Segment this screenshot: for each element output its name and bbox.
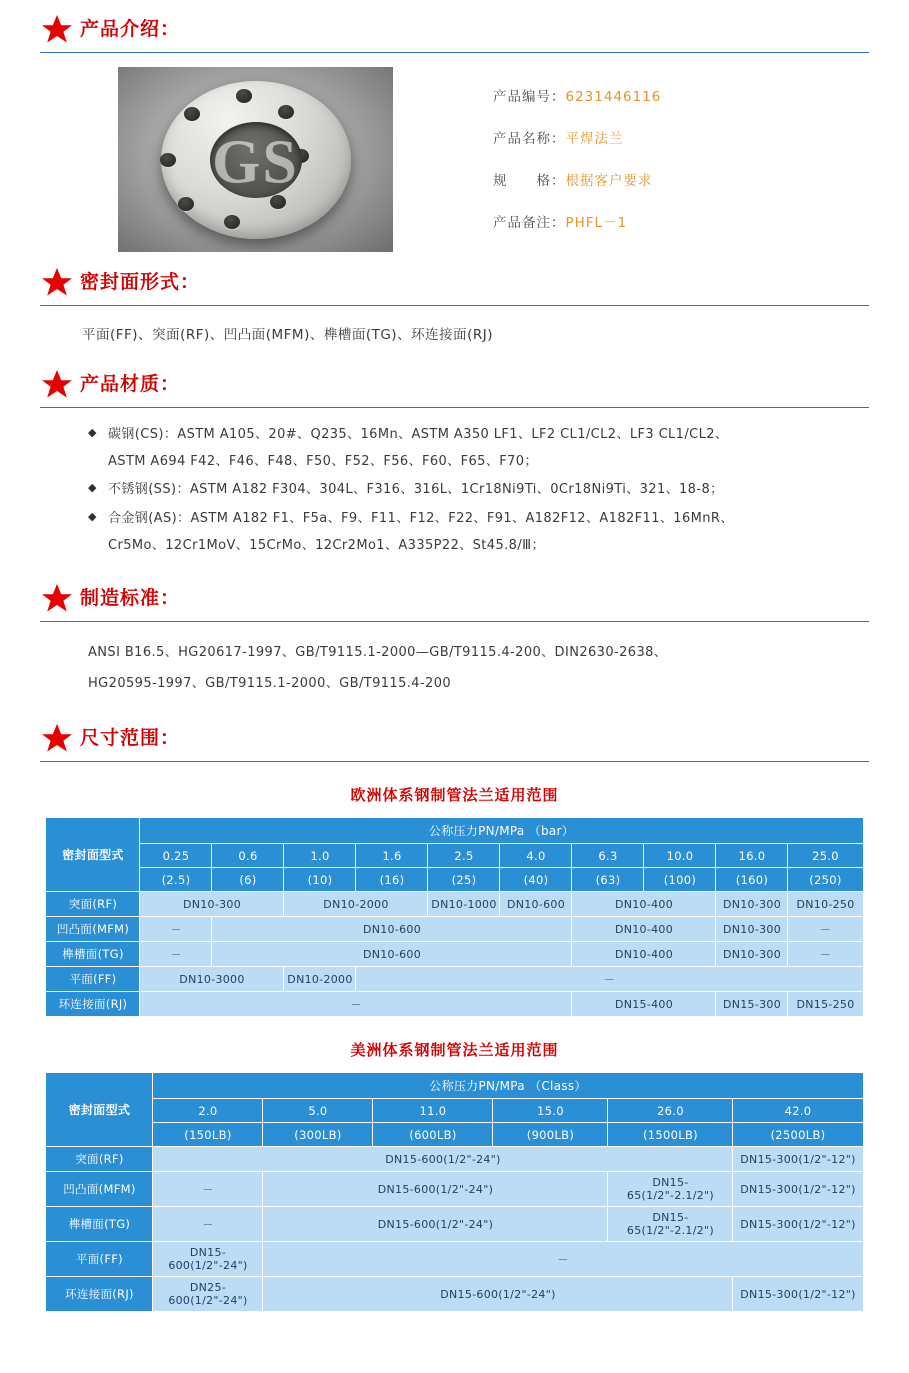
section-title: 产品介绍：: [80, 17, 181, 40]
material-line: 不锈钢(SS)：ASTM A182 F304、304L、F316、316L、1Cr18Ni9Ti、0Cr18Ni9Ti、321、18-8；: [108, 482, 724, 498]
spec-label: 产品备注：: [493, 215, 566, 231]
table-cell: DN10-2000: [284, 892, 428, 917]
product-photo: [118, 67, 393, 252]
table-cell: DN10-300: [140, 892, 284, 917]
section-title: 制造标准：: [80, 586, 181, 609]
table-row-header: 平面(FF): [46, 967, 140, 992]
table-col-pn: 0.6: [212, 844, 284, 868]
table-eu-range: [45, 817, 863, 1017]
table-cell: DN10-2000: [284, 967, 356, 992]
spec-row-specification: [493, 169, 661, 189]
table-col-pn: 1.6: [356, 844, 428, 868]
material-line: 碳钢(CS)：ASTM A105、20#、Q235、16Mn、ASTM A350 LF1、LF2 CL1/CL2、LF3 CL1/CL2、: [108, 427, 729, 442]
material-list: [40, 408, 869, 569]
table-cell: DN15-250: [788, 992, 863, 1017]
material-line: 合金钢(AS)：ASTM A182 F1、F5a、F9、F11、F12、F22、F91、A182F12、A182F11、16MnR、: [108, 510, 734, 526]
table-cell: DN10-1000: [428, 892, 500, 917]
table-col-bar: (2.5): [140, 868, 212, 892]
table-row-header: 凹凸面(MFM): [46, 1172, 153, 1207]
standard-list: [40, 622, 869, 709]
table-cell: DN10-300: [716, 917, 788, 942]
table-col-pn: 25.0: [788, 844, 863, 868]
table-cell: DN10-300: [716, 942, 788, 967]
table-col-pn: 10.0: [644, 844, 716, 868]
table-cell: DN10-600: [500, 892, 572, 917]
table-row-header: 平面(FF): [46, 1242, 153, 1277]
table-col-pn: 2.5: [428, 844, 500, 868]
spec-row-remark: [493, 211, 661, 231]
table-row: [46, 992, 863, 1017]
table-cell: DN15-600(1/2"-24"): [153, 1147, 733, 1172]
table-col-bar: (250): [788, 868, 863, 892]
bolt-hole: [278, 105, 294, 119]
bolt-hole: [224, 215, 240, 229]
table-cell: DN10-3000: [140, 967, 284, 992]
spec-row-code: [493, 85, 661, 105]
table-cell: DN25-600(1/2"-24"): [153, 1277, 263, 1312]
table-row: [46, 917, 863, 942]
bolt-hole: [236, 89, 252, 103]
sealing-face-text: 平面(FF)、突面(RF)、凹凸面(MFM)、榫槽面(TG)、环连接面(RJ): [82, 327, 493, 343]
table-cell: DN10-400: [572, 917, 716, 942]
table-top-header: 公称压力PN/MPa （bar）: [140, 818, 863, 844]
table-cell: DN10-400: [572, 892, 716, 917]
table-col-pn: 11.0: [373, 1099, 493, 1123]
table-col-pn: 6.3: [572, 844, 644, 868]
table-col-bar: (160): [716, 868, 788, 892]
table-cell: DN10-250: [788, 892, 863, 917]
section-header-size-range: [40, 723, 869, 753]
table-row: [46, 967, 863, 992]
table-cell: DN15-65(1/2"-2.1/2"): [608, 1172, 733, 1207]
diamond-bullet-icon: ◆: [88, 426, 97, 439]
table-cell: －: [153, 1207, 263, 1242]
table-cell: －: [140, 992, 572, 1017]
table-row-header: 凹凸面(MFM): [46, 917, 140, 942]
table-row: [46, 1147, 863, 1172]
table-cell: DN10-400: [572, 942, 716, 967]
document-page: [0, 14, 909, 1342]
table-col-class: (150LB): [153, 1123, 263, 1147]
table-row-header: 榫槽面(TG): [46, 1207, 153, 1242]
section-title: 尺寸范围：: [80, 726, 181, 749]
table-cell: －: [140, 942, 212, 967]
diamond-bullet-icon: ◆: [88, 481, 97, 495]
star-icon: [40, 583, 74, 613]
material-line: Cr5Mo、12Cr1MoV、15CrMo、12Cr2Mo1、A335P22、St45.8/Ⅲ；: [108, 537, 545, 553]
spec-row-name: [493, 127, 661, 147]
table-row: [46, 892, 863, 917]
table-cell: DN10-300: [716, 892, 788, 917]
table-col-class: (2500LB): [733, 1123, 863, 1147]
table-col-class: (300LB): [263, 1123, 373, 1147]
diamond-bullet-icon: ◆: [88, 509, 97, 523]
table-col-bar: (40): [500, 868, 572, 892]
table-cell: －: [356, 967, 863, 992]
table-col-bar: (6): [212, 868, 284, 892]
table-cell: －: [140, 917, 212, 942]
list-item: [88, 477, 869, 504]
table-col-pn: 5.0: [263, 1099, 373, 1123]
table-col-pn: 4.0: [500, 844, 572, 868]
material-line: ASTM A694 F42、F46、F48、F50、F52、F56、F60、F65、F70；: [108, 453, 538, 469]
table-col-pn: 2.0: [153, 1099, 263, 1123]
spec-value: 平焊法兰: [565, 131, 624, 147]
spec-value: 6231446116: [565, 89, 662, 105]
standard-line: HG20595-1997、GB/T9115.1-2000、GB/T9115.4-200: [88, 675, 452, 691]
page-bottom-spacer: [40, 1316, 869, 1342]
table-us-range: [45, 1072, 863, 1312]
table-cell: －: [788, 942, 863, 967]
table-col-pn: 16.0: [716, 844, 788, 868]
table-col-bar: (63): [572, 868, 644, 892]
star-icon: [40, 14, 74, 44]
table-cell: DN10-600: [212, 917, 572, 942]
table-row-header: 环连接面(RJ): [46, 992, 140, 1017]
table-cell: －: [153, 1172, 263, 1207]
table-row: [46, 1242, 863, 1277]
table-cell: DN15-300(1/2"-12"): [733, 1207, 863, 1242]
table-col-class: (600LB): [373, 1123, 493, 1147]
section-title: 产品材质：: [80, 372, 181, 395]
product-intro-block: [40, 53, 869, 253]
table-col-pn: 42.0: [733, 1099, 863, 1123]
spec-label: 产品名称：: [493, 131, 566, 147]
table-cell: DN15-300(1/2"-12"): [733, 1277, 863, 1312]
section-title: 密封面形式：: [80, 270, 201, 293]
table-cell: －: [788, 917, 863, 942]
table-cell: DN15-400: [572, 992, 716, 1017]
table-cell: DN15-300(1/2"-12"): [733, 1172, 863, 1207]
list-item: [88, 506, 869, 559]
table-row-header: 环连接面(RJ): [46, 1277, 153, 1312]
table-col-bar: (16): [356, 868, 428, 892]
table-corner-header: 密封面型式: [46, 818, 140, 892]
table-row: [46, 942, 863, 967]
table-col-pn: 26.0: [608, 1099, 733, 1123]
table-col-bar: (100): [644, 868, 716, 892]
table-row-header: 榫槽面(TG): [46, 942, 140, 967]
table-cell: －: [263, 1242, 863, 1277]
spec-value: 根据客户要求: [565, 173, 653, 189]
bolt-hole: [178, 197, 194, 211]
table-cell: DN15-600(1/2"-24"): [263, 1172, 608, 1207]
table-col-class: (900LB): [493, 1123, 608, 1147]
table-col-class: (1500LB): [608, 1123, 733, 1147]
material-text: [108, 506, 734, 559]
table-title-eu: 欧洲体系钢制管法兰适用范围: [350, 786, 559, 805]
section-header-standard: [40, 583, 869, 613]
table-title-us: 美洲体系钢制管法兰适用范围: [350, 1041, 559, 1060]
table-col-bar: (10): [284, 868, 356, 892]
table-col-pn: 15.0: [493, 1099, 608, 1123]
table-top-header: 公称压力PN/MPa （Class）: [153, 1073, 863, 1099]
spec-label: 产品编号：: [493, 89, 566, 105]
standard-line: ANSI B16.5、HG20617-1997、GB/T9115.1-2000—GB/T9115.4-200、DIN2630-2638、: [88, 645, 668, 661]
spec-value: PHFL－1: [565, 215, 628, 231]
table-row: [46, 1277, 863, 1312]
table-row: [46, 1207, 863, 1242]
section-header-material: [40, 369, 869, 399]
star-icon: [40, 267, 74, 297]
table-cell: DN15-300: [716, 992, 788, 1017]
table-col-pn: 0.25: [140, 844, 212, 868]
table-row-header: 突面(RF): [46, 1147, 153, 1172]
table-cell: DN15-65(1/2"-2.1/2"): [608, 1207, 733, 1242]
section-header-product-intro: [40, 14, 869, 44]
table-row-header: 突面(RF): [46, 892, 140, 917]
bolt-hole: [160, 153, 176, 167]
list-item: [88, 422, 869, 475]
watermark-text: GS: [212, 128, 299, 197]
material-text: [108, 422, 728, 475]
table-cell: DN10-600: [212, 942, 572, 967]
table-corner-header: 密封面型式: [46, 1073, 153, 1147]
table-cell: DN15-600(1/2"-24"): [263, 1277, 733, 1312]
star-icon: [40, 723, 74, 753]
table-cell: DN15-600(1/2"-24"): [263, 1207, 608, 1242]
table-cell: DN15-300(1/2"-12"): [733, 1147, 863, 1172]
table-col-bar: (25): [428, 868, 500, 892]
product-spec-list: [493, 67, 661, 253]
table-cell: DN15-600(1/2"-24"): [153, 1242, 263, 1277]
table-row: [46, 1172, 863, 1207]
material-text: [108, 477, 724, 504]
section-header-sealing-face: [40, 267, 869, 297]
star-icon: [40, 369, 74, 399]
bolt-hole: [184, 107, 200, 121]
divider: [40, 761, 869, 762]
table-col-pn: 1.0: [284, 844, 356, 868]
spec-label: 规 格：: [493, 173, 566, 189]
